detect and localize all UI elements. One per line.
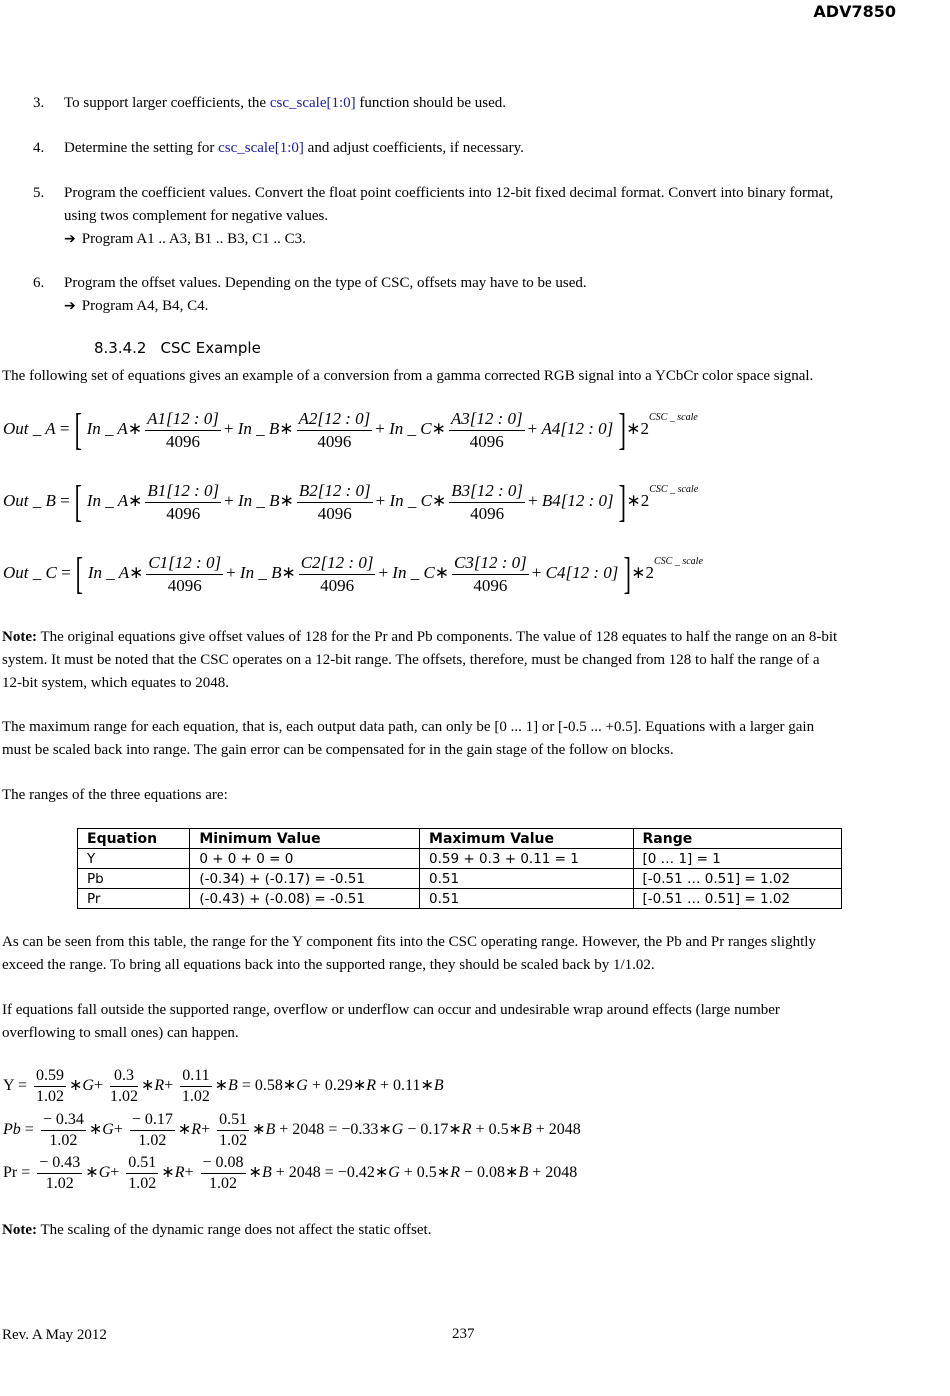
note-scaling: Note: The scaling of the dynamic range does not affect the static offset.: [2, 1222, 432, 1238]
table-row: [78, 889, 842, 909]
step-text: Program the offset values. Depending on the type of CSC, offsets may have to be used.: [64, 275, 587, 291]
step-text: and adjust coefficients, if necessary.: [303, 140, 524, 156]
equation-out-a: Out _ A = [ In _ A∗ $\frac{A1[12 : 0]}{4096}$ + In _ B∗ $\frac{A2[12 : 0]}{4096}$ + In _ C∗ $\frac{A3[12 : 0]}{4096}$ + A4[12 : 0] ]$∗2^{CSC \_ scale}$: [3, 405, 698, 454]
step-text: To support larger coefficients, the: [64, 95, 270, 111]
note-label: Note:: [2, 1222, 37, 1238]
step-number: 6.: [33, 275, 45, 291]
table-cell: [0 … 1] = 1: [633, 849, 841, 869]
revision-label: Rev. A May 2012: [2, 1327, 107, 1343]
table-cell: [-0.51 … 0.51] = 1.02: [633, 889, 841, 909]
csc-scale-link[interactable]: csc_scale[1:0]: [218, 140, 304, 156]
product-name: ADV7850: [813, 2, 896, 21]
equation-out-c: Out _ C = [ In _ A∗ $\frac{C1[12 : 0]}{4096}$ + In _ B∗ $\frac{C2[12 : 0]}{4096}$ + In _ C∗ $\frac{C3[12 : 0]}{4096}$ + C4[12 : 0] ]$∗2^{CSC \_ scale}$: [3, 549, 703, 598]
table-cell: 0.51: [420, 869, 634, 889]
table-discussion: As can be seen from this table, the range for the Y component fits into the CSC operating range. However, the Pb and Pr ranges slightly exceed the range. To bring all equations back into the supported range, they should be scaled back by 1/1.02.: [2, 934, 816, 973]
table-cell: (-0.34) + (-0.17) = -0.51: [190, 869, 420, 889]
intro-paragraph: The following set of equations gives an example of a conversion from a gamma corrected RGB signal into a YCbCr color space signal.: [2, 368, 814, 384]
section-title: CSC Example: [160, 339, 261, 357]
page-number: 237: [452, 1326, 475, 1342]
table-cell: (-0.43) + (-0.08) = -0.51: [190, 889, 420, 909]
table-cell: 0.59 + 0.3 + 0.11 = 1: [420, 849, 634, 869]
column-header: Minimum Value: [190, 829, 420, 849]
step-action: Program A1 .. A3, B1 .. B3, C1 .. C3.: [81, 231, 306, 247]
table-cell: [-0.51 … 0.51] = 1.02: [633, 869, 841, 889]
step-text: Program the coefficient values. Convert the float point coefficients into 12-bit fixed decimal format. Convert into binary format,: [64, 185, 834, 201]
step-action: Program A4, B4, C4.: [81, 298, 209, 314]
table-cell: Y: [78, 849, 190, 869]
note-offsets: Note: The original equations give offset values of 128 for the Pr and Pb components. The value of 128 equates to half the range on an 8-bit system. It must be noted that the CSC operates on a 12-bit range. The offsets, therefore, must be changed from 128 to half the range of a 12-bit system, which equates to 2048.: [2, 629, 838, 691]
ranges-intro: The ranges of the three equations are:: [2, 787, 228, 803]
step-text: Determine the setting for: [64, 140, 219, 156]
table-cell: Pr: [78, 889, 190, 909]
csc-scale-link[interactable]: csc_scale[1:0]: [269, 95, 356, 111]
column-header: Range: [633, 829, 841, 849]
equation-out-b: Out _ B = [ In _ A∗ $\frac{B1[12 : 0]}{4096}$ + In _ B∗ $\frac{B2[12 : 0]}{4096}$ + In _ C∗ $\frac{B3[12 : 0]}{4096}$ + B4[12 : 0] ]$∗2^{CSC \_ scale}$: [3, 477, 699, 526]
equation-pb: Pb = $\frac{- 0.34}{1.02}$ ∗G+ $\frac{- 0.17}{1.02}$ ∗R+ $\frac{0.51}{1.02}$ ∗B + 2048 = −0.33∗G − 0.17∗R + 0.5∗B + 2048: [3, 1111, 581, 1149]
section-heading: [94, 339, 261, 357]
column-header: Equation: [78, 829, 190, 849]
arrow-right-icon: ➔: [64, 231, 76, 247]
overflow-paragraph: If equations fall outside the supported range, overflow or underflow can occur and undesirable wrap around effects (large number overflowing to small ones) can happen.: [2, 1002, 780, 1041]
table-cell: 0.51: [420, 889, 634, 909]
step-text: using twos complement for negative values.: [64, 208, 329, 224]
section-number: 8.3.4.2: [94, 339, 147, 357]
step-number: 3.: [33, 95, 45, 111]
step-number: 4.: [33, 140, 45, 156]
table-header-row: [78, 829, 842, 849]
table-row: [78, 849, 842, 869]
step-text: function should be used.: [355, 95, 507, 111]
range-paragraph: The maximum range for each equation, that is, each output data path, can only be [0 ... 1] or [-0.5 ... +0.5]. Equations with a larger gain must be scaled back into range. The gain error can be compensated for in the gain stage of the follow on blocks.: [2, 719, 815, 758]
table-cell: Pb: [78, 869, 190, 889]
table-cell: 0 + 0 + 0 = 0: [190, 849, 420, 869]
ranges-table: [77, 828, 842, 909]
step-number: 5.: [33, 185, 45, 201]
note-label: Note:: [2, 629, 37, 645]
column-header: Maximum Value: [420, 829, 634, 849]
table-row: [78, 869, 842, 889]
equation-pr: Pr = $\frac{- 0.43}{1.02}$ ∗G+ $\frac{0.51}{1.02}$ ∗R+ $\frac{- 0.08}{1.02}$ ∗B + 2048 = −0.42∗G + 0.5∗R − 0.08∗B + 2048: [3, 1154, 578, 1192]
arrow-right-icon: ➔: [64, 298, 76, 314]
equation-y: Y = $\frac{0.59}{1.02}$ ∗G+ $\frac{0.3}{1.02}$ ∗R+ $\frac{0.11}{1.02}$ ∗B = 0.58∗G + 0.29∗R + 0.11∗B: [3, 1067, 444, 1105]
